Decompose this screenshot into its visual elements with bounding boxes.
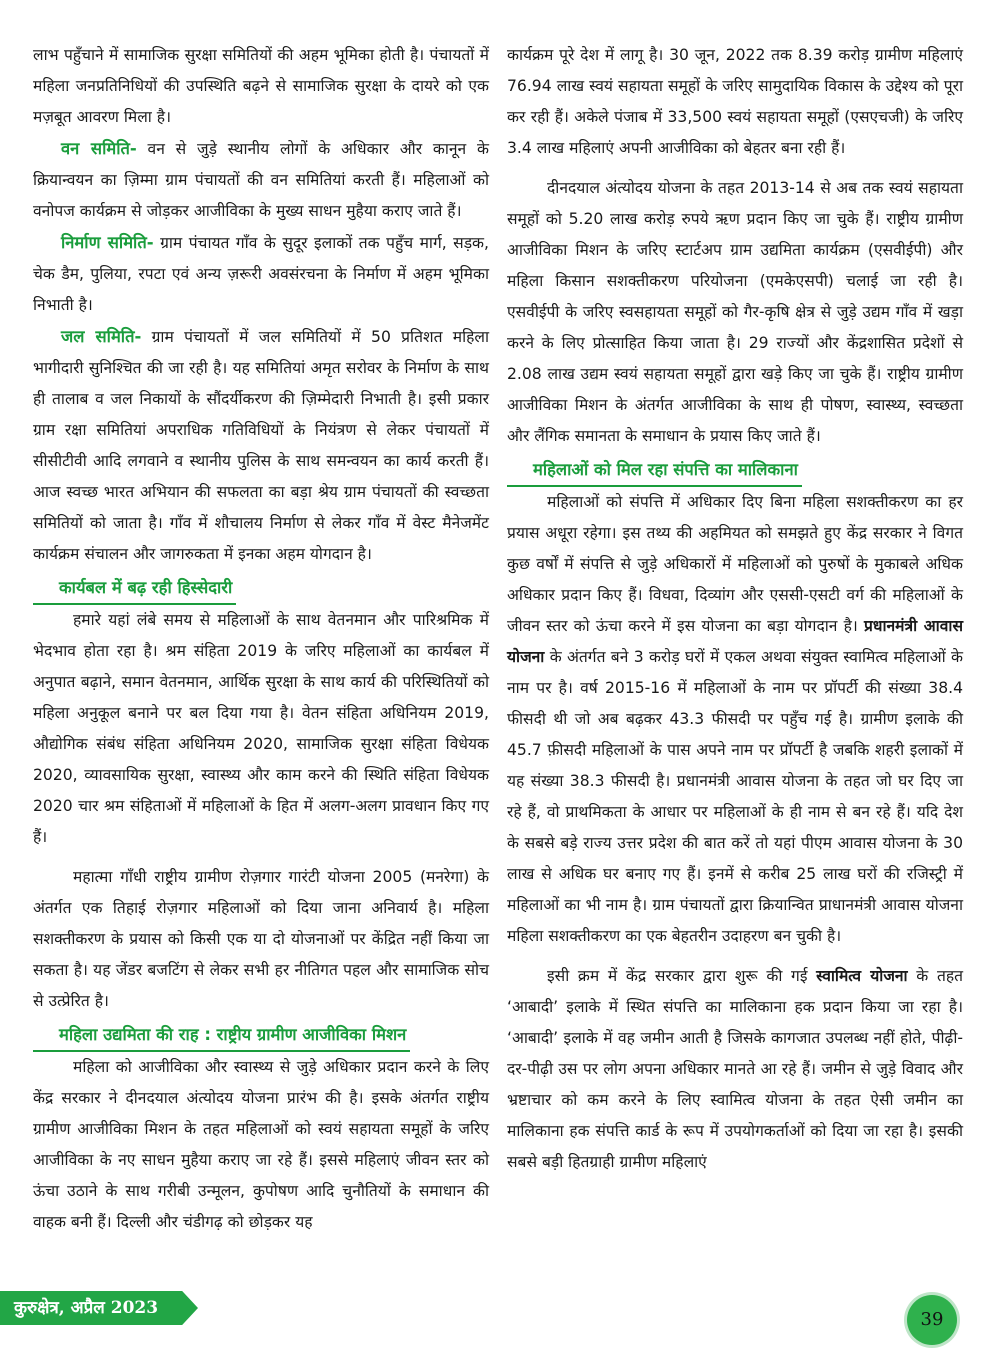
paragraph-property	[507, 487, 963, 952]
paragraph-karyabal: हमारे यहां लंबे समय से महिलाओं के साथ वेतनमान और पारिश्रमिक में भेदभाव होता रहा है। श्रम संहिता 2019 के जरिए महिलाओं का कार्यबल में अनुपात बढ़ाने, समान वेतनमान, आर्थिक सुरक्षा के साथ कार्य की परिस्थितियों को महिला अनुकूल बनाने पर बल दिया गया है। वेतन संहिता अधिनियम 2019, औद्योगिक संबंध संहिता अधिनियम 2020, सामाजिक सुरक्षा संहिता विधेयक 2020, व्यावसायिक सुरक्षा, स्वास्थ्य और काम करने की स्थिति संहिता विधेयक 2020 चार श्रम संहिताओं में महिलाओं के हित में अलग-अलग प्रावधान किए गए हैं।	[33, 611, 489, 846]
text-swamitva-a: इसी क्रम में केंद्र सरकार द्वारा शुरू की गई	[547, 967, 817, 985]
text-swamitva-b: के तहत ‘आबादी’ इलाके में स्थित संपत्ति का मालिकाना हक प्रदान किया जा रहा है। ‘आबादी’ इलाके में वह जमीन आती है जिसके कागजात उपलब्ध नहीं होते, पीढ़ी-दर-पीढ़ी उस पर लोग अपना अधिकार मानते आ रहे हैं। जमीन से जुड़े विवाद और भ्रष्टाचार को कम करने के लिए स्वामित्व योजना के तहत ऐसी जमीन का मालिकाना हक संपत्ति कार्ड के रूप में उपयोगकर्ताओं को दिया जा रहा है। इसकी सबसे बड़ी हितग्राही ग्रामीण महिलाएं	[507, 967, 964, 1171]
text-van-samiti: वन से जुड़े स्थानीय लोगों के अधिकार और कानून के क्रियान्वयन का ज़िम्मा ग्राम पंचायतों की वन समितियां करती हैं। महिलाओं को वनोपज कार्यक्रम से जोड़कर आजीविका के मुख्य साधन मुहैया कराए जाते हैं।	[33, 140, 489, 220]
paragraph-udyamita: महिला को आजीविका और स्वास्थ्य से जुड़े अधिकार प्रदान करने के लिए केंद्र सरकार ने दीनदयाल अंत्योदय योजना प्रारंभ की है। इसके अंतर्गत राष्ट्रीय ग्रामीण आजीविका मिशन के तहत महिलाओं को स्वयं सहायता समूहों के जरिए आजीविका के नए साधन मुहैया कराए जा रहे हैं। इससे महिलाएं जीवन स्तर को ऊंचा उठाने के साथ गरीबी उन्मूलन, कुपोषण आदि चुनौतियों के समाधान की वाहक बनी हैं। दिल्ली और चंडीगढ़ को छोड़कर यह	[33, 1058, 489, 1231]
paragraph-deendayal: दीनदयाल अंत्योदय योजना के तहत 2013-14 से अब तक स्वयं सहायता समूहों को 5.20 लाख करोड़ रुपये ऋण प्रदान किए जा चुके हैं। राष्ट्रीय ग्रामीण आजीविका मिशन के जरिए स्टार्टअप ग्राम उद्यमिता कार्यक्रम (एसवीईपी) और महिला किसान सशक्तीकरण परियोजना (एमकेएसपी) चलाई जा रही है। एसवीईपी के जरिए स्वसहायता समूहों को गैर-कृषि क्षेत्र से जुड़े उद्यम गाँव में खड़ा करने के लिए प्रोत्साहित किया जाता है। 29 राज्यों और केंद्रशासित प्रदेशों से 2.08 लाख उद्यम स्वयं सहायता समूहों द्वारा खड़े किए जा चुके हैं। राष्ट्रीय ग्रामीण आजीविका मिशन के अंतर्गत आजीविका के साथ ही पोषण, स्वास्थ्य, स्वच्छता और लैंगिक समानता के समाधान के प्रयास किए जाते हैं।	[507, 179, 963, 445]
heading-property-ownership: महिलाओं को मिल रहा संपत्ति का मालिकाना	[507, 454, 802, 487]
bold-swamitva-yojana: स्वामित्व योजना	[816, 967, 908, 985]
label-nirman-samiti: निर्माण समिति-	[61, 233, 154, 252]
text-property-a: महिलाओं को संपत्ति में अधिकार दिए बिना महिला सशक्तीकरण का हर प्रयास अधूरा रहेगा। इस तथ्य की अहमियत को समझते हुए केंद्र सरकार ने विगत कुछ वर्षों में संपत्ति से जुड़े अधिकारों में महिलाओं को पुरुषों के मुकाबले अधिक अधिकार प्रदान किए हैं। विधवा, दिव्यांग और एससी-एसटी वर्ग की महिलाओं के जीवन स्तर को ऊंचा करने में इस योजना का बड़ा योगदान है।	[507, 493, 963, 635]
right-column	[507, 40, 963, 1178]
paragraph-nirman-samiti	[33, 227, 489, 321]
paragraph-manrega: महात्मा गाँधी राष्ट्रीय ग्रामीण रोज़गार गारंटी योजना 2005 (मनरेगा) के अंतर्गत एक तिहाई रोज़गार महिलाओं को दिया जाना अनिवार्य है। महिला सशक्तीकरण के प्रयास को किसी एक या दो योजनाओं पर केंद्रित नहीं किया जा सकता है। यह जेंडर बजटिंग से लेकर सभी हर नीतिगत पहल और सामाजिक सोच से उत्प्रेरित है।	[33, 868, 489, 1010]
text-jal-samiti: ग्राम पंचायतों में जल समितियों में 50 प्रतिशत महिला भागीदारी सुनिश्चित की जा रही है। यह समितियां अमृत सरोवर के निर्माण के साथ ही तालाब व जल निकायों के सौंदर्यीकरण की ज़िम्मेदारी निभाती है। इसी प्रकार ग्राम रक्षा समितियां अपराधिक गतिविधियों के नियंत्रण से लेकर पंचायतों में सीसीटीवी आदि लगवाने व स्थानीय पुलिस के साथ समन्वयन का कार्य करती हैं। आज स्वच्छ भारत अभियान की सफलता का बड़ा श्रेय ग्राम पंचायतों की स्वच्छता समितियों को जाता है। गाँव में शौचालय निर्माण से लेकर गाँव में वेस्ट मैनेजमेंट कार्यक्रम संचालन और जागरुकता में इनका अहम योगदान है।	[33, 328, 490, 563]
heading-udyamita: महिला उद्यमिता की राह : राष्ट्रीय ग्रामीण आजीविका मिशन	[33, 1019, 410, 1052]
footer-magazine-title: कुरुक्षेत्र, अप्रैल 2023	[14, 1298, 159, 1318]
paragraph-jal-samiti	[33, 321, 489, 570]
paragraph-program-coverage: कार्यक्रम पूरे देश में लागू है। 30 जून, 2022 तक 8.39 करोड़ ग्रामीण महिलाएं 76.94 लाख स्वयं सहायता समूहों के जरिए सामुदायिक विकास के उद्देश्य को पूरा कर रही हैं। अकेले पंजाब में 33,500 स्वयं सहायता समूहों (एसएचजी) के जरिए 3.4 लाख महिलाएं अपनी आजीविका को बेहतर बना रही हैं।	[507, 46, 963, 157]
paragraph-van-samiti	[33, 133, 489, 227]
text-property-b: के अंतर्गत बने 3 करोड़ घरों में एकल अथवा संयुक्त स्वामित्व महिलाओं के नाम पर है। वर्ष 2015-16 में महिलाओं के नाम पर प्रॉपर्टी की संख्या 38.4 फीसदी थी जो अब बढ़कर 43.3 फीसदी पर पहुँच गई है। ग्रामीण इलाके की 45.7 फ़ीसदी महिलाओं के पास अपने नाम पर प्रॉपर्टी है जबकि शहरी इलाकों में यह संख्या 38.3 फीसदी है। प्रधानमंत्री आवास योजना के तहत जो घर दिए जा रहे हैं, वो प्राथमिकता के आधार पर महिलाओं के ही नाम से बन रहे हैं। यदि देश के सबसे बड़े राज्य उत्तर प्रदेश की बात करें तो यहां पीएम आवास योजना के 30 लाख से अधिक घर बनाए गए हैं। इनमें से करीब 25 लाख घरों की रजिस्ट्री में महिलाओं का भी नाम है। ग्राम पंचायतों द्वारा क्रियान्वित प्राधानमंत्री आवास योजना महिला सशक्तीकरण का एक बेहतरीन उदाहरण बन चुकी है।	[507, 648, 963, 945]
left-column	[33, 40, 489, 1238]
bold-pm-awas-yojana: प्रधानमंत्री आवास योजना	[507, 617, 963, 666]
text-nirman-samiti: ग्राम पंचायत गाँव के सुदूर इलाकों तक पहुँच मार्ग, सड़क, चेक डैम, पुलिया, रपटा एवं अन्य ज़रूरी अवसंरचना के निर्माण में अहम भूमिका निभाती है।	[33, 234, 489, 314]
heading-karyabal: कार्यबल में बढ़ रही हिस्सेदारी	[33, 572, 236, 605]
paragraph-social-security: लाभ पहुँचाने में सामाजिक सुरक्षा समितियों की अहम भूमिका होती है। पंचायतों में महिला जनप्रतिनिधियों की उपस्थिति बढ़ने से सामाजिक सुरक्षा के दायरे को एक मज़बूत आवरण मिला है।	[33, 46, 489, 126]
page-number: 39	[907, 1295, 957, 1345]
paragraph-swamitva	[507, 961, 963, 1178]
label-jal-samiti: जल समिति-	[61, 327, 142, 346]
label-van-samiti: वन समिति-	[61, 139, 137, 158]
